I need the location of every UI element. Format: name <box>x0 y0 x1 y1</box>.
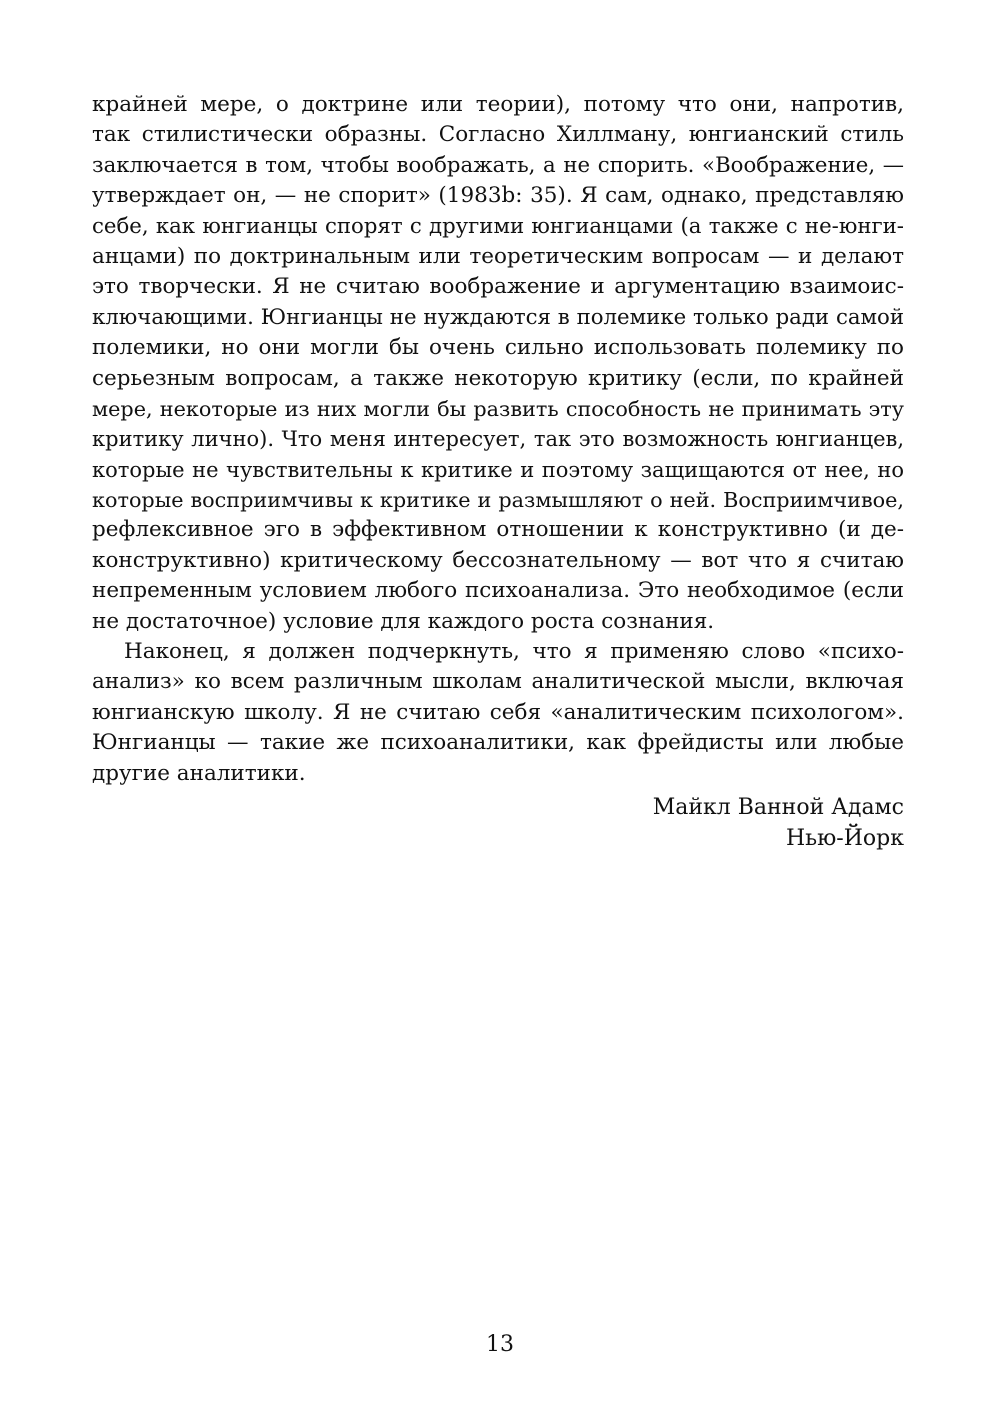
text-line: это творчески. Я не считаю воображение и аргументацию взаимоис- <box>92 274 904 300</box>
signature-place: Нью-Йорк <box>785 826 904 851</box>
text-line: анцами) по доктринальным или теоретическим вопросам — и делают <box>92 243 904 269</box>
text-line: утверждает он, — не спорит» (1983b: 35). Я сам, однако, представляю <box>92 183 904 209</box>
text-line: заключается в том, чтобы воображать, а не спорить. «Воображение, — <box>92 152 904 178</box>
text-line: серьезным вопросам, а также некоторую критику (если, по крайней <box>92 365 904 391</box>
signature <box>653 792 904 854</box>
paragraph-2 <box>92 637 904 789</box>
text-line: себе, как юнгианцы спорят с другими юнгианцами (а также с не-юнги- <box>92 213 904 239</box>
text-line: ключающими. Юнгианцы не нуждаются в полемике только ради самой <box>92 304 904 330</box>
text-line: конструктивно) критическому бессознательному — вот что я считаю <box>92 547 904 573</box>
text-line: которые восприимчивы к критике и размышляют о ней. Восприимчивое, <box>92 488 904 513</box>
text-line: так стилистически образны. Согласно Хиллману, юнгианский стиль <box>92 122 904 148</box>
text-line: рефлексивное эго в эффективном отношении к конструктивно (и де- <box>92 517 904 543</box>
page-body <box>92 90 904 789</box>
page-number: 13 <box>486 1332 514 1357</box>
text-line: критику лично). Что меня интересует, так это возможность юнгианцев, <box>92 427 904 452</box>
text-line: непременным условием любого психоанализа. Это необходимое (если <box>92 578 904 604</box>
paragraph-1 <box>92 90 904 637</box>
text-line: не достаточное) условие для каждого роста сознания. <box>92 608 715 634</box>
text-line: крайней мере, о доктрине или теории), потому что они, напротив, <box>92 92 904 117</box>
text-line: которые не чувствительны к критике и поэтому защищаются от нее, но <box>92 457 904 482</box>
text-line: мере, некоторые из них могли бы развить способность не принимать эту <box>92 396 904 421</box>
text-line: Наконец, я должен подчеркнуть, что я применяю слово «психо- <box>124 639 904 665</box>
text-line: анализ» ко всем различным школам аналитической мысли, включая <box>92 669 904 695</box>
text-line: полемики, но они могли бы очень сильно использовать полемику по <box>92 335 904 361</box>
text-line: другие аналитики. <box>92 760 306 786</box>
signature-author: Майкл Ванной Адамс <box>652 795 904 820</box>
text-line: юнгианскую школу. Я не считаю себя «аналитическим психологом». <box>92 699 904 725</box>
text-line: Юнгианцы — такие же психоаналитики, как фрейдисты или любые <box>92 730 904 756</box>
